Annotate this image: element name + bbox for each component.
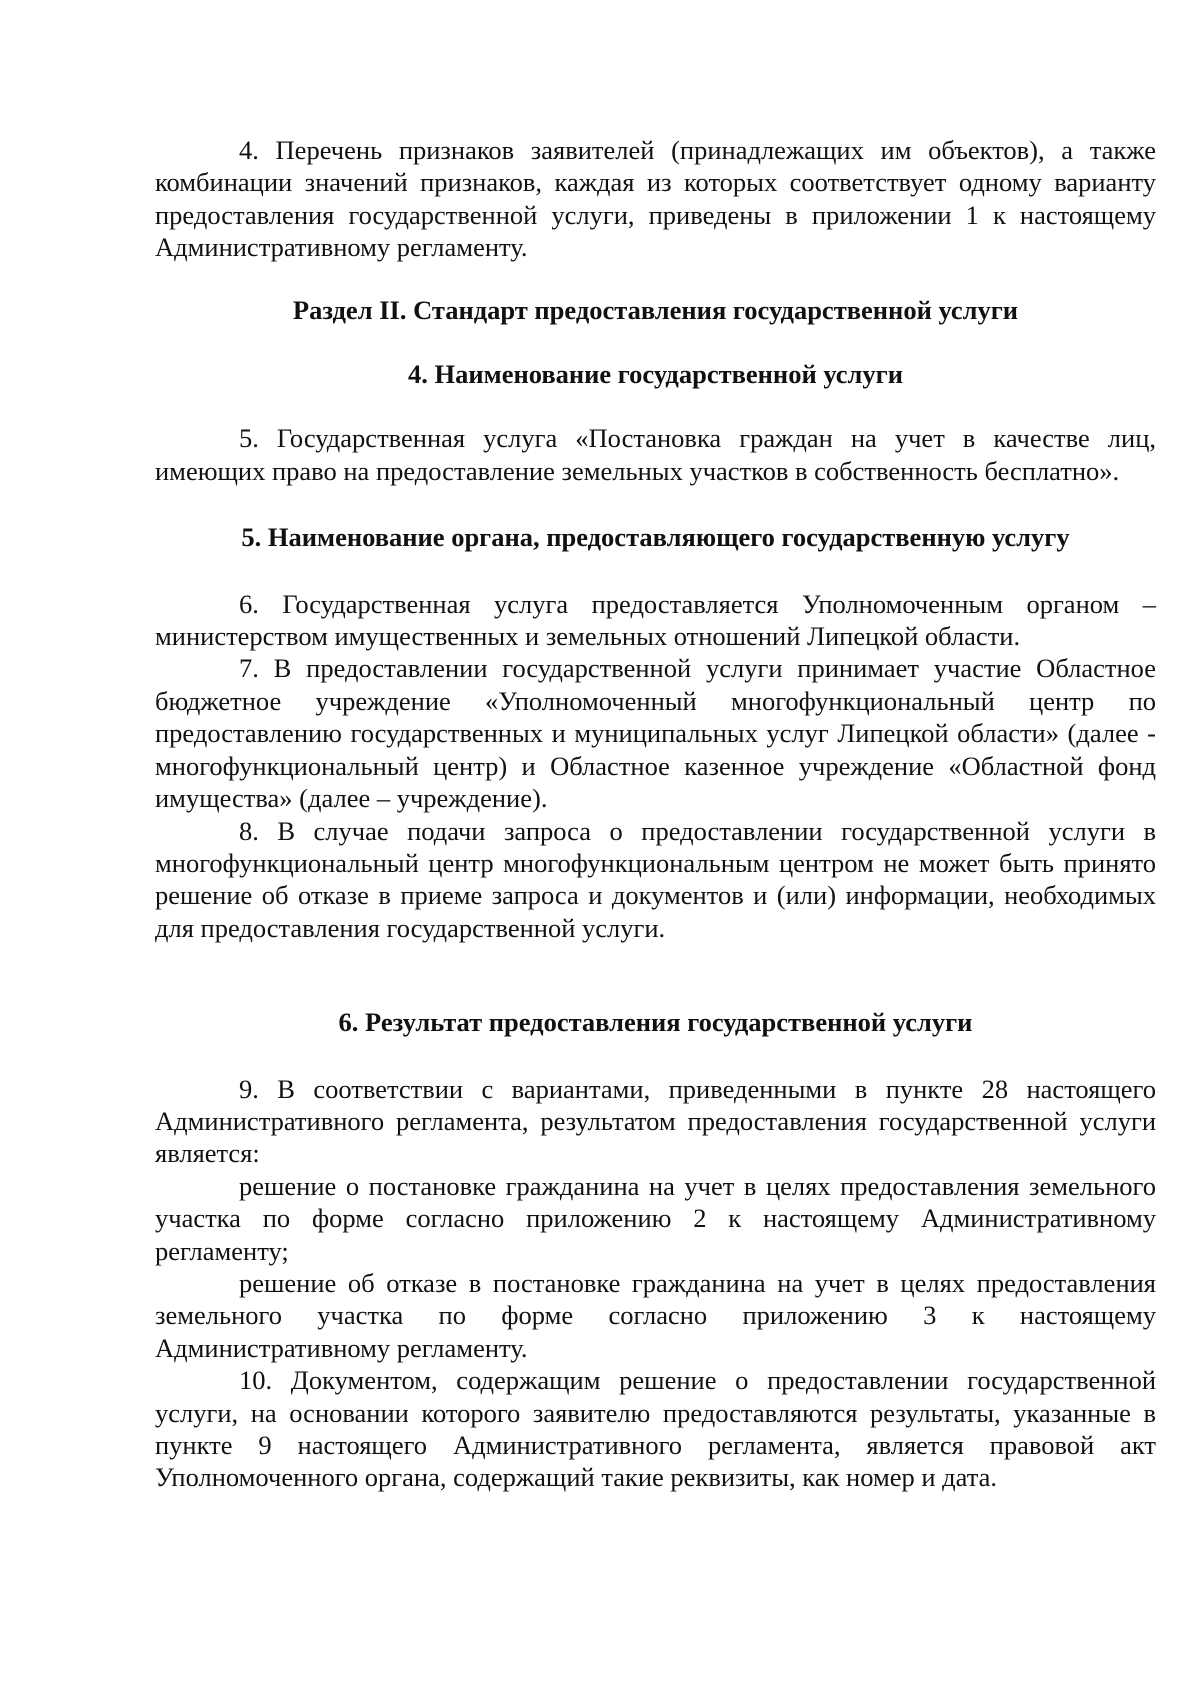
document-page — [155, 134, 1156, 1494]
paragraph-5: 5. Государственная услуга «Постановка граждан на учет в качестве лиц, имеющих право на предоставление земельных участков в собственность бесплатно». — [155, 423, 1156, 486]
paragraph-9: 9. В соответствии с вариантами, приведенными в пункте 28 настоящего Административного регламента, результатом предоставления государственной услуги является: — [155, 1073, 1156, 1169]
paragraph-4: 4. Перечень признаков заявителей (принадлежащих им объектов), а также комбинации значений признаков, каждая из которых соответствует одному варианту предоставления государственной услуги, приведены в приложении 1 к настоящему Административному регламенту. — [155, 135, 1156, 263]
paragraph-9-item-2: решение об отказе в постановке гражданина на учет в целях предоставления земельного участка по форме согласно приложению 3 к настоящему Административному регламенту. — [155, 1267, 1156, 1363]
heading-4: 4. Наименование государственной услуги — [408, 359, 903, 390]
paragraph-7: 7. В предоставлении государственной услуги принимает участие Областное бюджетное учреждение «Уполномоченный многофункциональный центр по предоставлению государственных и муниципальных услуг Липецкой области» (далее - многофункциональный центр) и Областное казенное учреждение «Областной фонд имущества» (далее – учреждение). — [155, 653, 1156, 814]
paragraph-9-item-1: решение о постановке гражданина на учет в целях предоставления земельного участка по форме согласно приложению 2 к настоящему Административному регламенту; — [155, 1170, 1156, 1266]
heading-5: 5. Наименование органа, предоставляющего государственную услугу — [241, 522, 1070, 553]
heading-6: 6. Результат предоставления государственной услуги — [338, 1007, 973, 1038]
paragraph-6: 6. Государственная услуга предоставляется Уполномоченным органом – министерством имущественных и земельных отношений Липецкой области. — [155, 588, 1156, 652]
section-heading: Раздел II. Стандарт предоставления государственной услуги — [292, 294, 1019, 325]
paragraph-8: 8. В случае подачи запроса о предоставлении государственной услуги в многофункциональный центр многофункциональным центром не может быть принято решение об отказе в приеме запроса и документов и (или) информации, необходимых для предоставления государственной услуги. — [155, 815, 1156, 943]
paragraph-10: 10. Документом, содержащим решение о предоставлении государственной услуги, на основании которого заявителю предоставляются результаты, указанные в пункте 9 настоящего Административного регламента, является правовой акт Уполномоченного органа, содержащий такие реквизиты, как номер и дата. — [155, 1365, 1156, 1493]
